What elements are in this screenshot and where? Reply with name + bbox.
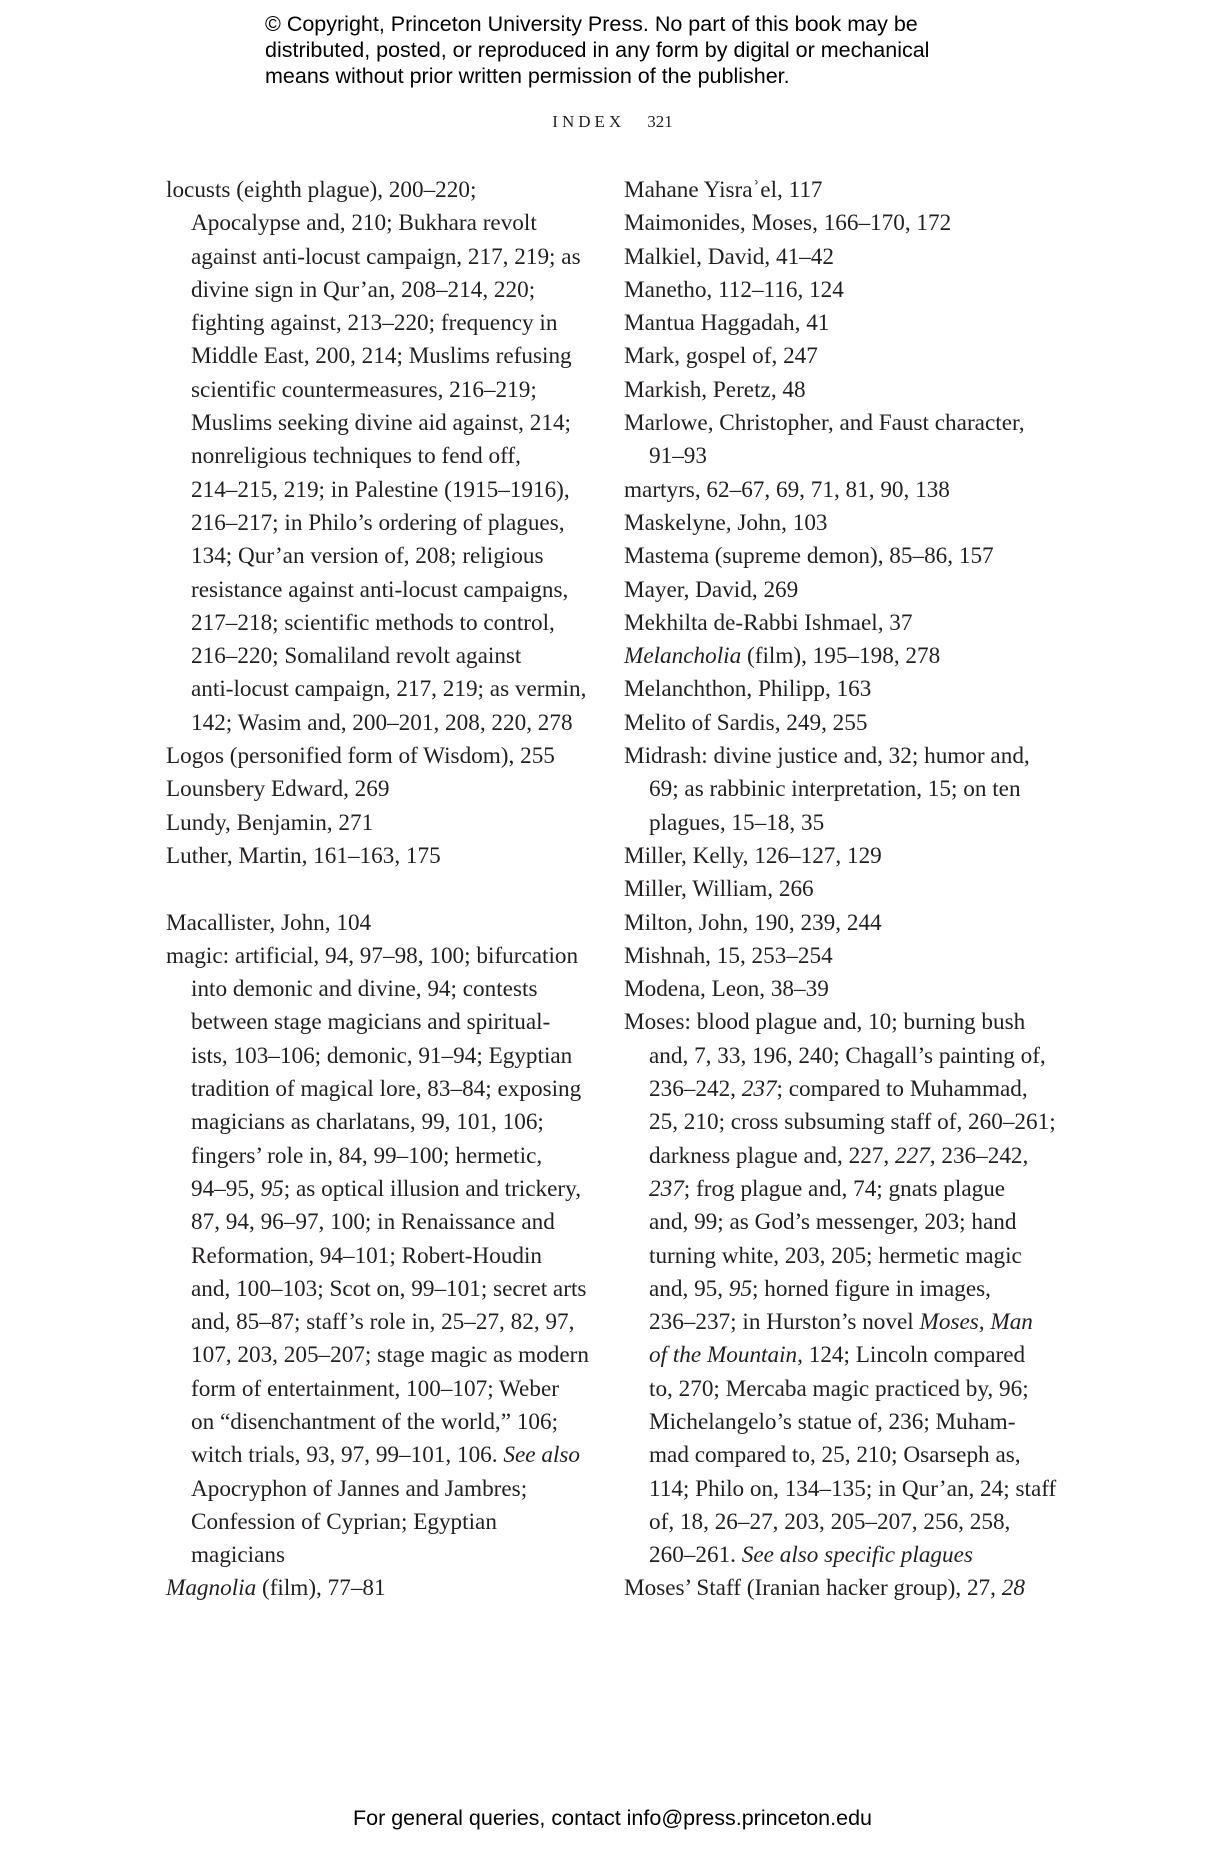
- text: Mark, gospel of, 247: [624, 343, 818, 370]
- index-entry-line: [624, 241, 1064, 274]
- text: Luther, Martin, 161–163, 175: [166, 842, 441, 869]
- text: Maimonides, Moses, 166–170, 172: [624, 210, 952, 237]
- index-entry-line: [624, 873, 1064, 906]
- copyright-notice-line: distributed, posted, or reproduced in any form by digital or mechanical: [265, 38, 930, 62]
- index-entry-line: [624, 340, 1064, 373]
- text: against anti-locust campaign, 217, 219; as: [191, 243, 581, 270]
- index-subentry-line: [166, 1339, 606, 1372]
- index-subentry-line: [166, 1006, 606, 1039]
- index-entry-line: [624, 1572, 1064, 1605]
- text: 216–217; in Philo’s ordering of plagues,: [191, 509, 565, 536]
- text: Confession of Cyprian; Egyptian: [191, 1508, 497, 1535]
- index-entry-line: [166, 740, 606, 773]
- index-subentry-line: [166, 1539, 606, 1572]
- text: of, 18, 26–27, 203, 205–207, 256, 258,: [649, 1508, 1011, 1535]
- text: 94–95,: [191, 1175, 261, 1202]
- index-entry-line: [166, 174, 606, 207]
- text: Miller, William, 266: [624, 876, 814, 903]
- index-subentry-line: [624, 1539, 1064, 1572]
- italic-text: Melancholia: [624, 643, 742, 670]
- index-subentry-line: [166, 640, 606, 673]
- index-subentry-line: [166, 1173, 606, 1206]
- section-label: INDEX: [552, 112, 626, 131]
- text: 114; Philo on, 134–135; in Qur’an, 24; staff: [649, 1475, 1057, 1502]
- text: Mantua Haggadah, 41: [624, 310, 830, 337]
- text: and, 95,: [649, 1275, 729, 1302]
- text: magicians as charlatans, 99, 101, 106;: [191, 1109, 544, 1136]
- text: 124; Lincoln compared: [802, 1342, 1026, 1369]
- index-subentry-line: [624, 1173, 1064, 1206]
- index-entry-line: [624, 940, 1064, 973]
- italic-text: 28: [1001, 1575, 1025, 1602]
- index-entry-line: [624, 474, 1064, 507]
- italic-text: Magnolia: [166, 1575, 257, 1602]
- index-entry-line: [624, 607, 1064, 640]
- text: Mekhilta de-Rabbi Ishmael, 37: [624, 609, 913, 636]
- index-column-right: [624, 174, 1064, 1606]
- text: resistance against anti-locust campaigns,: [191, 576, 569, 603]
- text: Macallister, John, 104: [166, 909, 372, 936]
- text: plagues, 15–18, 35: [649, 809, 825, 836]
- text: Melanchthon, Philipp, 163: [624, 676, 872, 703]
- italic-text: 237: [649, 1175, 684, 1202]
- italic-text: Moses, Man: [919, 1309, 1033, 1336]
- italic-text: of the Mountain,: [649, 1342, 803, 1369]
- index-entry-line: [624, 1006, 1064, 1039]
- text: 107, 203, 205–207; stage magic as modern: [191, 1342, 589, 1369]
- index-subentry-line: [166, 407, 606, 440]
- index-subentry-line: [624, 1339, 1064, 1372]
- text: (film), 195–198, 278: [741, 643, 941, 670]
- text: 260–261.: [649, 1542, 742, 1569]
- index-subentry-line: [166, 340, 606, 373]
- text: Miller, Kelly, 126–127, 129: [624, 842, 882, 869]
- index-subentry-line: [166, 1473, 606, 1506]
- index-subentry-line: [166, 607, 606, 640]
- text: Mastema (supreme demon), 85–86, 157: [624, 543, 994, 570]
- text: and, 100–103; Scot on, 99–101; secret arts: [191, 1275, 587, 1302]
- text: Malkiel, David, 41–42: [624, 243, 834, 270]
- text: fingers’ role in, 84, 99–100; hermetic,: [191, 1142, 543, 1169]
- index-subentry-line: [624, 1273, 1064, 1306]
- index-subentry-line: [624, 773, 1064, 806]
- index-subentry-line: [166, 474, 606, 507]
- text: 91–93: [649, 443, 707, 470]
- index-subentry-line: [166, 1240, 606, 1273]
- index-subentry-line: [166, 1073, 606, 1106]
- text: scientific countermeasures, 216–219;: [191, 376, 537, 403]
- text: Apocalypse and, 210; Bukhara revolt: [191, 210, 537, 237]
- index-subentry-line: [624, 1206, 1064, 1239]
- text: Melito of Sardis, 249, 255: [624, 709, 868, 736]
- text: Markish, Peretz, 48: [624, 376, 806, 403]
- text: locusts (eighth plague), 200–220;: [166, 177, 477, 203]
- index-subentry-line: [624, 1040, 1064, 1073]
- text: Manetho, 112–116, 124: [624, 276, 844, 303]
- running-head: [0, 112, 1225, 132]
- text: into demonic and divine, 94; contests: [191, 976, 538, 1003]
- index-entry-line: [624, 740, 1064, 773]
- index-entry-line: [166, 907, 606, 940]
- text: Maskelyne, John, 103: [624, 509, 828, 536]
- index-entry-line: [624, 207, 1064, 240]
- index-subentry-line: [166, 507, 606, 540]
- contact-footer: [0, 1806, 1225, 1831]
- index-subentry-line: [166, 374, 606, 407]
- index-subentry-line: [624, 1439, 1064, 1472]
- index-subentry-line: [166, 1206, 606, 1239]
- index-entry-line: [624, 640, 1064, 673]
- index-entry-line: [166, 940, 606, 973]
- index-entry-line: [624, 540, 1064, 573]
- text: martyrs, 62–67, 69, 71, 81, 90, 138: [624, 476, 950, 503]
- index-entry-line: [624, 374, 1064, 407]
- index-subentry-line: [624, 1140, 1064, 1173]
- text: 216–220; Somaliland revolt against: [191, 643, 522, 670]
- text: between stage magicians and spiritual-: [191, 1009, 551, 1036]
- text: (film), 77–81: [256, 1575, 386, 1602]
- italic-text: 237: [741, 1076, 777, 1103]
- text: Middle East, 200, 214; Muslims refusing: [191, 343, 572, 370]
- index-subentry-line: [166, 274, 606, 307]
- index-subentry-line: [624, 1473, 1064, 1506]
- copyright-notice: [265, 11, 1025, 89]
- page-number: 321: [647, 112, 673, 131]
- text: 236–242,: [649, 1076, 742, 1103]
- text: Logos (personified form of Wisdom), 255: [166, 743, 555, 770]
- text: Mishnah, 15, 253–254: [624, 942, 833, 969]
- index-entry-line: [624, 707, 1064, 740]
- text: form of entertainment, 100–107; Weber: [191, 1375, 559, 1402]
- index-entry-line: [624, 274, 1064, 307]
- index-subentry-line: [166, 540, 606, 573]
- text: 25, 210; cross subsuming staff of, 260–261;: [649, 1109, 1056, 1136]
- index-subentry-line: [624, 440, 1064, 473]
- text: Lounsbery Edward, 269: [166, 776, 390, 803]
- copyright-notice-line: means without prior written permission of the publisher.: [265, 64, 790, 88]
- text: 87, 94, 96–97, 100; in Renaissance and: [191, 1209, 555, 1236]
- index-subentry-line: [166, 207, 606, 240]
- contact-text: For general queries, contact info@press.princeton.edu: [352, 1806, 872, 1830]
- text: magicians: [191, 1542, 286, 1569]
- index-subentry-line: [624, 1406, 1064, 1439]
- index-subentry-line: [166, 1040, 606, 1073]
- index-subentry-line: [624, 1506, 1064, 1539]
- text: Moses: blood plague and, 10; burning bush: [624, 1009, 1026, 1036]
- index-subentry-line: [624, 1373, 1064, 1406]
- index-subentry-line: [166, 1106, 606, 1139]
- text: and, 85–87; staff’s role in, 25–27, 82, 97,: [191, 1309, 575, 1336]
- text: 217–218; scientific methods to control,: [191, 609, 555, 636]
- copyright-notice-line: © Copyright, Princeton University Press. No part of this book may be: [265, 12, 918, 36]
- index-column-left: [166, 174, 606, 1606]
- index-subentry-line: [166, 1140, 606, 1173]
- index-subentry-line: [166, 1373, 606, 1406]
- text: turning white, 203, 205; hermetic magic: [649, 1242, 1022, 1269]
- index-entry-line: [166, 773, 606, 806]
- index-subentry-line: [166, 673, 606, 706]
- index-entry-line: [624, 307, 1064, 340]
- index-subentry-line: [624, 807, 1064, 840]
- text: Lundy, Benjamin, 271: [166, 809, 374, 836]
- text: Marlowe, Christopher, and Faust character,: [624, 410, 1025, 437]
- text: ; frog plague and, 74; gnats plague: [683, 1175, 1006, 1202]
- index-subentry-line: [166, 1273, 606, 1306]
- text: Michelangelo’s statue of, 236; Muham-: [649, 1408, 1016, 1435]
- index-entry-line: [166, 807, 606, 840]
- text: darkness plague and, 227,: [649, 1142, 895, 1169]
- blank-line: [166, 873, 606, 906]
- index-entry-line: [624, 840, 1064, 873]
- index-entry-line: [624, 574, 1064, 607]
- text: anti-locust campaign, 217, 219; as vermin,: [191, 676, 587, 703]
- index-entry-line: [624, 673, 1064, 706]
- index-subentry-line: [166, 1406, 606, 1439]
- index-entry-line: [624, 973, 1064, 1006]
- text: Mahane Yisraʾel, 117: [624, 177, 823, 203]
- text: ists, 103–106; demonic, 91–94; Egyptian: [191, 1042, 573, 1069]
- italic-text: See also specific plagues: [741, 1542, 973, 1569]
- text: Apocryphon of Jannes and Jambres;: [191, 1475, 528, 1502]
- text: and, 7, 33, 196, 240; Chagall’s painting of,: [649, 1042, 1046, 1069]
- index-entry-line: [624, 907, 1064, 940]
- index-subentry-line: [166, 440, 606, 473]
- italic-text: 227: [894, 1142, 930, 1169]
- text: magic: artificial, 94, 97–98, 100; bifurcation: [166, 942, 579, 969]
- text: fighting against, 213–220; frequency in: [191, 310, 558, 337]
- text: Milton, John, 190, 239, 244: [624, 909, 882, 936]
- index-entry-line: [624, 507, 1064, 540]
- text: on “disenchantment of the world,” 106;: [191, 1408, 559, 1435]
- index-subentry-line: [166, 307, 606, 340]
- italic-text: See also: [503, 1442, 581, 1469]
- text: nonreligious techniques to fend off,: [191, 443, 521, 470]
- index-subentry-line: [166, 241, 606, 274]
- index-subentry-line: [166, 973, 606, 1006]
- text: ; compared to Muhammad,: [776, 1076, 1028, 1103]
- text: ; horned figure in images,: [752, 1275, 991, 1302]
- index-entry-line: [624, 407, 1064, 440]
- text: 142; Wasim and, 200–201, 208, 220, 278: [191, 709, 573, 736]
- index-subentry-line: [624, 1106, 1064, 1139]
- text: Reformation, 94–101; Robert-Houdin: [191, 1242, 542, 1269]
- text: 214–215, 219; in Palestine (1915–1916),: [191, 476, 570, 503]
- index-entry-line: [166, 840, 606, 873]
- index-subentry-line: [166, 707, 606, 740]
- text: 69; as rabbinic interpretation, 15; on ten: [649, 776, 1021, 803]
- text: mad compared to, 25, 210; Osarseph as,: [649, 1442, 1021, 1469]
- text: Muslims seeking divine aid against, 214;: [191, 410, 571, 437]
- index-subentry-line: [166, 1439, 606, 1472]
- text: 134; Qur’an version of, 208; religious: [191, 543, 544, 570]
- text: ; as optical illusion and trickery,: [283, 1175, 582, 1202]
- index-subentry-line: [166, 1306, 606, 1339]
- text: witch trials, 93, 97, 99–101, 106.: [191, 1442, 504, 1469]
- text: to, 270; Mercaba magic practiced by, 96;: [649, 1375, 1029, 1402]
- index-subentry-line: [624, 1306, 1064, 1339]
- text: Mayer, David, 269: [624, 576, 799, 603]
- text: divine sign in Qur’an, 208–214, 220;: [191, 276, 536, 303]
- text: , 236–242,: [929, 1142, 1029, 1169]
- text: Modena, Leon, 38–39: [624, 976, 829, 1003]
- italic-text: 95: [260, 1175, 284, 1202]
- text: 236–237; in Hurston’s novel: [649, 1309, 920, 1336]
- index-entry-line: [166, 1572, 606, 1605]
- index-subentry-line: [166, 1506, 606, 1539]
- text: tradition of magical lore, 83–84; exposing: [191, 1076, 582, 1103]
- italic-text: 95: [728, 1275, 753, 1302]
- text: Moses’ Staff (Iranian hacker group), 27,: [624, 1575, 1002, 1602]
- index-entry-line: [624, 174, 1064, 207]
- text: Midrash: divine justice and, 32; humor and,: [624, 743, 1030, 770]
- text: and, 99; as God’s messenger, 203; hand: [649, 1209, 1017, 1236]
- index-subentry-line: [624, 1240, 1064, 1273]
- index-subentry-line: [166, 574, 606, 607]
- index-subentry-line: [624, 1073, 1064, 1106]
